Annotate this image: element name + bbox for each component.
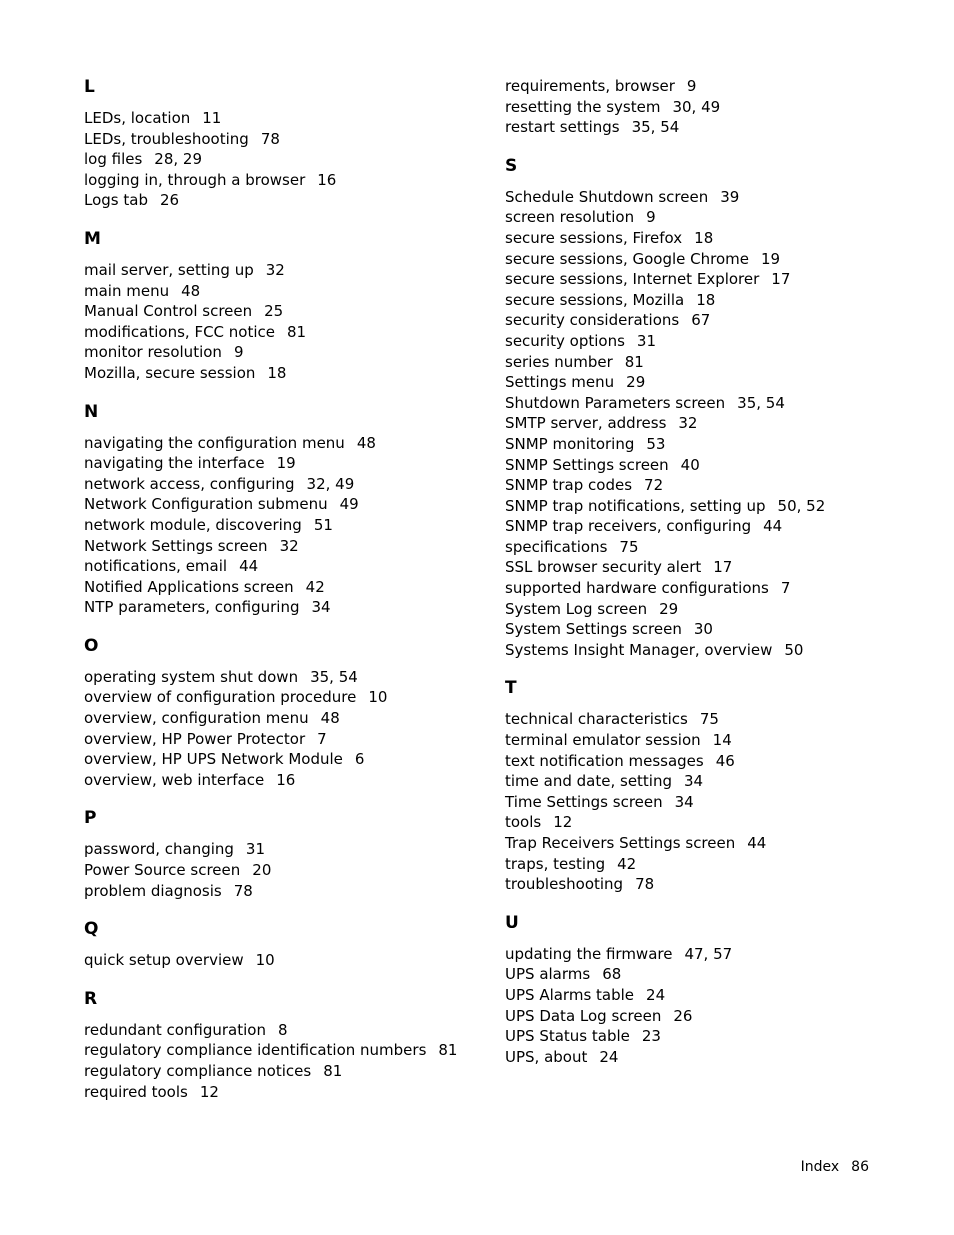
index-page-ref: 81	[287, 322, 307, 341]
index-page-ref: 24	[599, 1047, 619, 1066]
index-page-ref: 68	[602, 965, 622, 984]
index-term: quick setup overview	[84, 951, 244, 970]
footer-label: Index	[800, 1159, 840, 1175]
index-page-ref: 34	[674, 792, 694, 811]
index-page-ref: 20	[252, 861, 272, 880]
index-term: UPS, about	[505, 1047, 588, 1066]
section-letter-heading: U	[505, 912, 519, 933]
index-term: technical characteristics	[505, 710, 688, 729]
index-term: problem diagnosis	[84, 881, 222, 900]
index-entry	[505, 944, 905, 965]
index-term: SNMP monitoring	[505, 434, 635, 453]
index-term: required tools	[84, 1082, 188, 1101]
index-section	[505, 156, 905, 661]
index-entry	[84, 597, 484, 618]
index-term: UPS Alarms table	[505, 985, 635, 1004]
index-term: Time Settings screen	[505, 792, 663, 811]
index-term: UPS Data Log screen	[505, 1006, 662, 1025]
index-term: Systems Insight Manager, overview	[505, 640, 773, 659]
index-entry	[84, 536, 484, 557]
index-term: navigating the interface	[84, 454, 265, 473]
index-term: log files	[84, 150, 143, 169]
index-entry	[505, 372, 905, 393]
index-term: Logs tab	[84, 191, 148, 210]
index-term: logging in, through a browser	[84, 170, 306, 189]
index-term: UPS Status table	[505, 1027, 630, 1046]
index-term: security options	[505, 331, 625, 350]
index-entry	[84, 515, 484, 536]
index-entry	[84, 494, 484, 515]
index-term: time and date, setting	[505, 772, 673, 791]
index-entry	[505, 985, 905, 1006]
index-entry	[505, 331, 905, 352]
section-letter-heading: M	[84, 228, 101, 249]
index-page-ref: 9	[233, 343, 244, 362]
page-footer	[801, 1158, 869, 1176]
index-entry	[505, 516, 905, 537]
index-term: traps, testing	[505, 854, 606, 873]
index-page-ref: 49	[339, 495, 359, 514]
index-page-ref: 48	[356, 433, 376, 452]
index-page-ref: 46	[715, 751, 735, 770]
index-page-ref: 23	[641, 1027, 661, 1046]
index-entry	[84, 363, 484, 384]
index-section	[505, 76, 905, 138]
index-page-ref: 16	[317, 170, 337, 189]
index-page-ref: 72	[644, 476, 664, 495]
index-entry	[505, 97, 905, 118]
index-term: regulatory compliance notices	[84, 1062, 312, 1080]
index-term: security considerations	[505, 311, 680, 330]
index-entry	[505, 854, 905, 875]
index-page-ref: 48	[320, 709, 340, 728]
index-page-ref: 16	[276, 770, 296, 789]
index-term: modifications, FCC notice	[84, 322, 276, 341]
index-entry	[505, 730, 905, 751]
index-entry	[84, 170, 484, 191]
index-page-ref: 39	[720, 187, 740, 206]
index-page-ref: 75	[619, 537, 639, 556]
index-entry	[505, 812, 905, 833]
index-section	[84, 636, 484, 791]
index-term: Shutdown Parameters screen	[505, 393, 726, 412]
section-letter-heading: T	[505, 678, 517, 699]
index-term: secure sessions, Firefox	[505, 228, 683, 247]
index-page-ref: 18	[696, 290, 716, 309]
index-term: SSL browser security alert	[505, 558, 702, 577]
index-term: NTP parameters, configuring	[84, 598, 300, 617]
index-page-ref: 19	[276, 454, 296, 473]
index-term: notifications, email	[84, 557, 228, 576]
index-page-ref: 44	[763, 517, 783, 536]
index-term: Network Configuration submenu	[84, 495, 328, 514]
index-entry	[505, 874, 905, 895]
section-letter-heading: P	[84, 808, 97, 829]
index-entry	[84, 108, 484, 129]
index-page-ref: 17	[771, 270, 791, 289]
index-page-ref: 81	[624, 352, 644, 371]
index-entry	[505, 771, 905, 792]
index-entry	[84, 433, 484, 454]
index-page-ref: 6	[354, 750, 365, 769]
index-term: overview, HP Power Protector	[84, 729, 306, 748]
index-entry	[84, 322, 484, 343]
index-page-ref: 35, 54	[631, 118, 680, 137]
index-page-ref: 42	[305, 577, 325, 596]
index-entry	[505, 640, 905, 661]
index-term: Notified Applications screen	[84, 577, 294, 596]
index-entry	[84, 556, 484, 577]
index-entry	[84, 860, 484, 881]
index-page-ref: 34	[684, 772, 704, 791]
index-term: Schedule Shutdown screen	[505, 187, 709, 206]
index-page-ref: 42	[617, 854, 637, 873]
index-page-ref: 48	[181, 281, 201, 300]
index-term: UPS alarms	[505, 965, 591, 984]
index-entry	[505, 290, 905, 311]
index-entry	[505, 434, 905, 455]
index-entry	[505, 207, 905, 228]
index-page-ref: 19	[761, 249, 781, 268]
index-entry	[505, 393, 905, 414]
section-letter-heading: L	[84, 77, 95, 97]
index-entry	[84, 281, 484, 302]
index-entry	[505, 1047, 905, 1068]
index-entry	[84, 301, 484, 322]
index-page-ref: 25	[264, 302, 284, 321]
index-entry	[84, 667, 484, 688]
index-term: LEDs, location	[84, 109, 191, 127]
index-page-ref: 67	[691, 311, 711, 330]
index-entry	[84, 474, 484, 495]
index-term: overview, web interface	[84, 770, 265, 789]
index-entry	[84, 687, 484, 708]
footer-page-number: 86	[851, 1159, 869, 1175]
index-entry	[505, 228, 905, 249]
index-term: requirements, browser	[505, 77, 675, 95]
index-term: screen resolution	[505, 208, 635, 227]
index-entry	[84, 1020, 484, 1041]
index-term: main menu	[84, 281, 170, 300]
index-page-ref: 9	[646, 208, 656, 227]
index-entry	[505, 455, 905, 476]
index-page-ref: 35, 54	[737, 393, 785, 412]
index-entry	[84, 1040, 484, 1061]
index-page-ref: 30	[693, 620, 713, 639]
index-term: navigating the configuration menu	[84, 433, 345, 452]
section-letter-heading: S	[505, 155, 518, 176]
index-page-ref: 10	[368, 688, 388, 707]
index-entry	[505, 833, 905, 854]
index-term: text notification messages	[505, 751, 704, 770]
index-entry	[505, 751, 905, 772]
index-term: Mozilla, secure session	[84, 363, 256, 382]
index-section	[505, 913, 905, 1068]
index-term: SMTP server, address	[505, 414, 667, 433]
index-page-ref: 32	[265, 260, 285, 279]
index-entry	[84, 342, 484, 363]
index-page-ref: 31	[636, 331, 656, 350]
index-page-ref: 51	[313, 515, 333, 534]
index-entry	[505, 1026, 905, 1047]
index-page-ref: 35, 54	[310, 667, 358, 686]
index-entry	[505, 117, 905, 138]
index-entry	[84, 881, 484, 902]
index-entry	[84, 260, 484, 281]
index-term: secure sessions, Google Chrome	[505, 249, 750, 268]
index-page-ref: 75	[699, 710, 719, 729]
index-term: updating the firmware	[505, 944, 673, 963]
index-page-ref: 8	[277, 1020, 288, 1039]
index-term: supported hardware configurations	[505, 579, 769, 598]
index-section	[84, 808, 484, 901]
index-term: specifications	[505, 537, 608, 556]
index-entry	[505, 187, 905, 208]
section-letter-heading: O	[84, 635, 99, 656]
index-page-ref: 11	[202, 109, 222, 127]
index-entry	[505, 537, 905, 558]
index-entry	[505, 578, 905, 599]
index-entry	[505, 413, 905, 434]
index-page-ref: 9	[686, 77, 697, 95]
index-entry	[84, 950, 484, 971]
index-page-ref: 28, 29	[154, 150, 203, 169]
index-entry	[84, 1082, 484, 1103]
index-term: password, changing	[84, 840, 234, 859]
index-page-ref: 14	[712, 731, 732, 750]
index-entry	[505, 599, 905, 620]
index-term: network access, configuring	[84, 474, 295, 493]
section-letter-heading: Q	[84, 919, 99, 940]
index-term: monitor resolution	[84, 343, 222, 362]
index-page-ref: 12	[199, 1082, 219, 1101]
index-term: SNMP trap receivers, configuring	[505, 517, 752, 536]
index-term: System Settings screen	[505, 620, 682, 639]
index-page-ref: 26	[159, 191, 180, 210]
index-term: mail server, setting up	[84, 260, 254, 279]
index-page-ref: 29	[626, 373, 646, 392]
index-entry	[84, 129, 484, 150]
index-term: overview of configuration procedure	[84, 688, 357, 707]
index-page-ref: 50	[784, 640, 804, 659]
index-entry	[84, 190, 484, 211]
index-section	[84, 229, 484, 384]
index-section	[505, 678, 905, 894]
index-entry	[505, 352, 905, 373]
index-page-ref: 12	[553, 813, 573, 832]
index-term: Trap Receivers Settings screen	[505, 834, 736, 852]
index-page-ref: 26	[673, 1006, 693, 1025]
section-letter-heading: N	[84, 401, 99, 422]
index-term: SNMP trap notifications, setting up	[505, 496, 766, 515]
index-page-ref: 32, 49	[306, 474, 355, 493]
index-term: SNMP Settings screen	[505, 455, 669, 474]
index-page-ref: 31	[245, 840, 266, 859]
index-term: resetting the system	[505, 97, 661, 116]
index-page-ref: 7	[780, 579, 791, 598]
index-term: troubleshooting	[505, 875, 624, 894]
index-entry	[505, 709, 905, 730]
index-page-ref: 32	[678, 414, 698, 433]
index-section	[84, 989, 484, 1102]
index-term: overview, HP UPS Network Module	[84, 750, 343, 769]
index-page-ref: 40	[680, 455, 700, 474]
index-entry	[505, 310, 905, 331]
index-entry	[505, 475, 905, 496]
index-page-ref: 47, 57	[684, 944, 733, 963]
index-page-ref: 78	[233, 881, 253, 900]
index-entry	[505, 496, 905, 517]
index-section	[84, 919, 484, 971]
index-page-ref: 81	[438, 1041, 458, 1060]
index-page-ref: 29	[659, 599, 679, 618]
index-page-ref: 24	[646, 985, 666, 1004]
index-page-ref: 7	[317, 729, 327, 748]
index-term: series number	[505, 352, 613, 371]
index-term: Network Settings screen	[84, 536, 268, 555]
index-page-ref: 34	[311, 598, 331, 617]
index-entry	[84, 577, 484, 598]
index-entry	[505, 1006, 905, 1027]
index-term: Settings menu	[505, 373, 615, 392]
index-entry	[84, 1061, 484, 1082]
index-page-ref: 78	[260, 129, 280, 148]
index-entry	[505, 964, 905, 985]
index-page-ref: 32	[279, 536, 299, 555]
index-page-ref: 53	[646, 434, 666, 453]
index-entry	[84, 729, 484, 750]
section-letter-heading: R	[84, 988, 98, 1009]
index-page-ref: 18	[267, 363, 287, 382]
index-page-ref: 44	[747, 834, 767, 852]
index-term: terminal emulator session	[505, 731, 701, 750]
index-page-ref: 50, 52	[777, 496, 826, 515]
index-page-ref: 44	[239, 557, 259, 576]
index-term: operating system shut down	[84, 667, 299, 686]
index-entry	[84, 839, 484, 860]
index-entry	[84, 708, 484, 729]
index-term: LEDs, troubleshooting	[84, 129, 249, 148]
index-entry	[505, 619, 905, 640]
index-term: System Log screen	[505, 599, 648, 618]
index-entry	[505, 76, 905, 97]
index-page-ref: 17	[713, 558, 733, 577]
index-term: redundant configuration	[84, 1020, 266, 1039]
index-term: tools	[505, 813, 542, 832]
index-term: restart settings	[505, 118, 620, 137]
index-page-ref: 10	[255, 951, 275, 970]
index-section	[84, 77, 484, 211]
index-term: SNMP trap codes	[505, 476, 633, 495]
index-right-column	[505, 76, 905, 1067]
index-term: Power Source screen	[84, 861, 241, 880]
index-section	[84, 402, 484, 618]
index-term: overview, configuration menu	[84, 709, 309, 728]
index-page-ref: 30, 49	[672, 97, 721, 116]
index-term: secure sessions, Internet Explorer	[505, 270, 760, 289]
index-entry	[505, 557, 905, 578]
index-entry	[505, 249, 905, 270]
index-page-ref: 18	[694, 228, 714, 247]
index-term: secure sessions, Mozilla	[505, 290, 685, 309]
index-left-column	[84, 76, 484, 1102]
index-entry	[84, 149, 484, 170]
index-term: Manual Control screen	[84, 302, 253, 321]
index-page-ref: 78	[635, 875, 655, 894]
index-page-ref: 81	[323, 1062, 343, 1080]
index-entry	[505, 269, 905, 290]
index-entry	[505, 792, 905, 813]
index-entry	[84, 770, 484, 791]
index-entry	[84, 749, 484, 770]
index-term: network module, discovering	[84, 515, 302, 534]
index-entry	[84, 453, 484, 474]
index-term: regulatory compliance identification numbers	[84, 1041, 427, 1060]
